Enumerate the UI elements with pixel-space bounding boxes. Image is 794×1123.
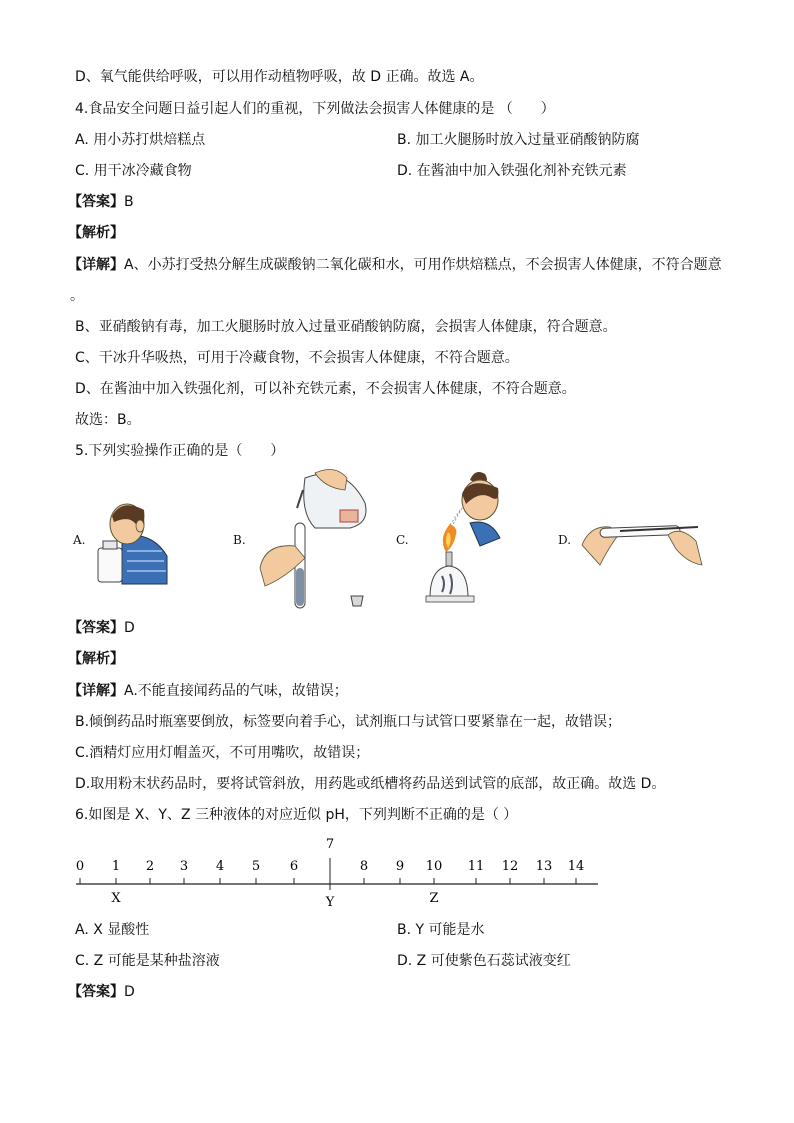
q4-detail-line: 【详解】A、小苏打受热分解生成碳酸钠二氧化碳和水，可用作烘焙糕点，不会损害人体健康，不符合题意 <box>68 257 722 273</box>
q4-option-b: B. 加工火腿肠时放入过量亚硝酸钠防腐 <box>397 132 640 148</box>
ph-marker-z: Z <box>429 891 439 906</box>
ph-tick-label: 12 <box>501 859 519 874</box>
ph-tick-label: 2 <box>145 859 155 874</box>
question-4: 4.食品安全问题日益引起人们的重视，下列做法会损害人体健康的是 （ ） <box>75 101 555 117</box>
q4-option-a: A. 用小苏打烘焙糕点 <box>75 132 206 148</box>
ph-tick-label: 14 <box>567 859 585 874</box>
q6-answer <box>68 983 135 1001</box>
q5-option-label-d: D. <box>558 533 572 547</box>
ph-tick-label: 0 <box>75 859 85 874</box>
q5-detail-line: C.酒精灯应用灯帽盖灭，不可用嘴吹，故错误； <box>75 745 370 761</box>
ph-tick-label: 11 <box>467 859 485 874</box>
ph-tick-label: 8 <box>359 859 369 874</box>
answer-value: D <box>124 620 135 636</box>
ph-tick-label: 7 <box>325 837 335 852</box>
figure-smelling-bottle <box>92 496 182 586</box>
ph-tick-label: 13 <box>535 859 553 874</box>
q6-option-b: B. Y 可能是水 <box>397 922 485 938</box>
ph-tick-label: 10 <box>425 859 443 874</box>
answer-value: B <box>124 194 134 210</box>
q5-option-label-b: B. <box>233 533 246 547</box>
q5-answer <box>68 619 135 637</box>
figure-pouring-liquid <box>255 468 375 613</box>
q4-detail-line: D、在酱油中加入铁强化剂，可以补充铁元素，不会损害人体健康，不符合题意。 <box>75 381 576 397</box>
answer-value: D <box>124 984 135 1000</box>
q5-analysis-tag: 【解析】 <box>68 651 124 667</box>
q5-option-label-c: C. <box>396 533 409 547</box>
ph-tick-label: 5 <box>251 859 261 874</box>
q4-detail-line: C、干冰升华吸热，可用于冷藏食物，不会损害人体健康，不符合题意。 <box>75 350 519 366</box>
q5-detail-line: 【详解】A.不能直接闻药品的气味，故错误； <box>68 683 348 699</box>
ph-tick-label: 4 <box>215 859 225 874</box>
q5-detail-line: D.取用粉末状药品时，要将试管斜放，用药匙或纸槽将药品送到试管的底部，故正确。故选 D。 <box>75 776 666 792</box>
ph-scale <box>70 830 610 912</box>
answer-tag: 【答案】 <box>68 620 124 636</box>
figure-test-tube-spatula <box>580 505 705 577</box>
q5-detail-line: B.倾倒药品时瓶塞要倒放，标签要向着手心，试剂瓶口与试管口要紧靠在一起，故错误； <box>75 714 622 730</box>
q4-option-d: D. 在酱油中加入铁强化剂补充铁元素 <box>397 163 627 179</box>
ph-marker-x: X <box>111 891 121 906</box>
detail-tag: 【详解】 <box>68 683 124 699</box>
answer-tag: 【答案】 <box>68 984 124 1000</box>
question-6: 6.如图是 X、Y、Z 三种液体的对应近似 pH，下列判断不正确的是（ ） <box>75 807 518 823</box>
ph-tick-label: 3 <box>179 859 189 874</box>
q4-detail-line: 故选：B。 <box>75 412 141 428</box>
q4-detail-line: B、亚硝酸钠有毒，加工火腿肠时放入过量亚硝酸钠防腐，会损害人体健康，符合题意。 <box>75 319 617 335</box>
q6-option-a: A. X 显酸性 <box>75 922 150 938</box>
q4-option-c: C. 用干冰冷藏食物 <box>75 163 192 179</box>
q6-option-c: C. Z 可能是某种盐溶液 <box>75 953 220 969</box>
ph-tick-label: 9 <box>395 859 405 874</box>
ph-tick-label: 1 <box>111 859 121 874</box>
detail-tag: 【详解】 <box>68 257 124 273</box>
question-5: 5.下列实验操作正确的是（ ） <box>75 443 285 459</box>
q4-analysis-tag: 【解析】 <box>68 225 124 241</box>
q6-option-d: D. Z 可使紫色石蕊试液变红 <box>397 953 571 969</box>
q5-option-label-a: A. <box>73 533 86 547</box>
ph-marker-y: Y <box>325 895 335 910</box>
answer-tag: 【答案】 <box>68 194 124 210</box>
q4-detail-line: 。 <box>70 288 84 304</box>
ph-tick-label: 6 <box>289 859 299 874</box>
figure-alcohol-lamp <box>420 468 520 608</box>
text-line: D、氧气能供给呼吸，可以用作动植物呼吸，故 D 正确。故选 A。 <box>75 69 484 85</box>
q4-answer <box>68 193 134 211</box>
